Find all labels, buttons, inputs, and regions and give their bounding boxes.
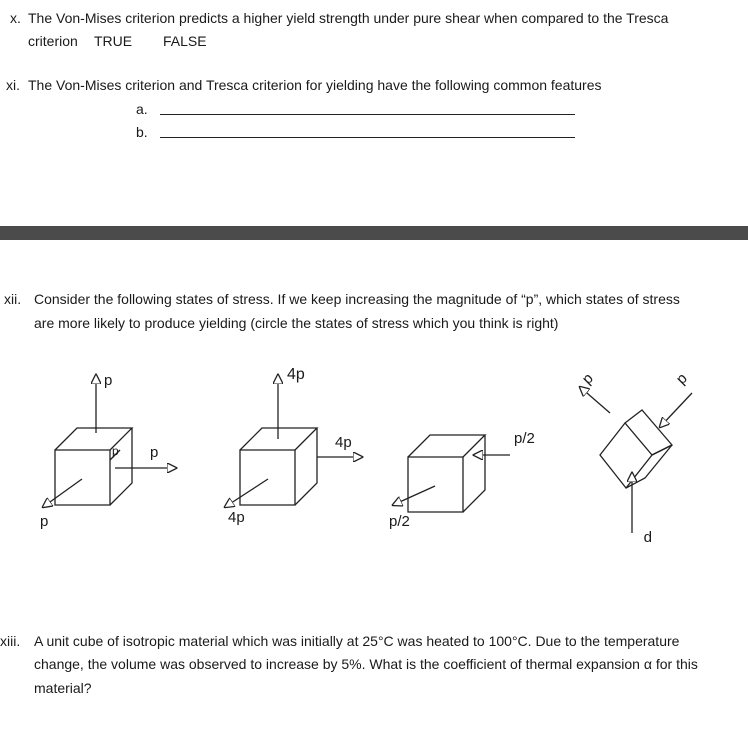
q12-text-line2: are more likely to produce yielding (circle the states of stress which you think is right) (34, 315, 559, 331)
q13-text-line1: A unit cube of isotropic material which was initially at 25°C was heated to 100°C. Due to the temperature (34, 633, 680, 649)
q10-option-true: TRUE (94, 33, 133, 49)
stress-states-figure (0, 355, 748, 570)
stress-cube-3 (393, 435, 510, 512)
q13-text-line3: material? (34, 680, 92, 696)
q12-text-line1: Consider the following states of stress. If we keep increasing the magnitude of “p”, which states of stress (34, 291, 680, 307)
cube2-top-label: 4p (287, 366, 305, 383)
q11-item-a-label: a. (136, 101, 148, 117)
stress-cube-4 (580, 387, 692, 533)
cube2-bottom-label: 4p (228, 509, 245, 526)
cube2-side-label: 4p (335, 434, 352, 451)
cube4-upper-left-label: p (578, 369, 597, 388)
cube1-top-label: p (104, 372, 113, 389)
q10-text-line1: The Von-Mises criterion predicts a higher yield strength under pure shear when compared to the Tresca (28, 10, 669, 26)
q11-item-a-blank (160, 114, 575, 115)
cube1-bottom-label: p (40, 513, 49, 530)
cube3-side-label: p/2 (514, 430, 535, 447)
q10-number: x. (10, 10, 21, 26)
q13-number: xiii. (0, 633, 21, 649)
q11-item-b-blank (160, 137, 575, 138)
q10-option-false: FALSE (163, 33, 207, 49)
cube1-side-label: p (150, 444, 159, 461)
stress-cube-1 (43, 375, 176, 507)
cube4-upper-right-label: p (672, 369, 691, 388)
q10-text-line2: criterion (28, 33, 78, 49)
q11-item-b-label: b. (136, 124, 148, 140)
q13-text-line2: change, the volume was observed to increase by 5%. What is the coefficient of thermal expansion α for this (34, 656, 698, 672)
cube4-lower-label: p (643, 530, 652, 547)
cube3-bottom-label: p/2 (389, 513, 410, 530)
q11-text: The Von-Mises criterion and Tresca criterion for yielding have the following common features (28, 77, 602, 93)
q11-number: xi. (6, 77, 20, 93)
page-divider (0, 226, 748, 240)
q12-number: xii. (4, 291, 22, 307)
cube1-front-label: p (112, 444, 119, 458)
